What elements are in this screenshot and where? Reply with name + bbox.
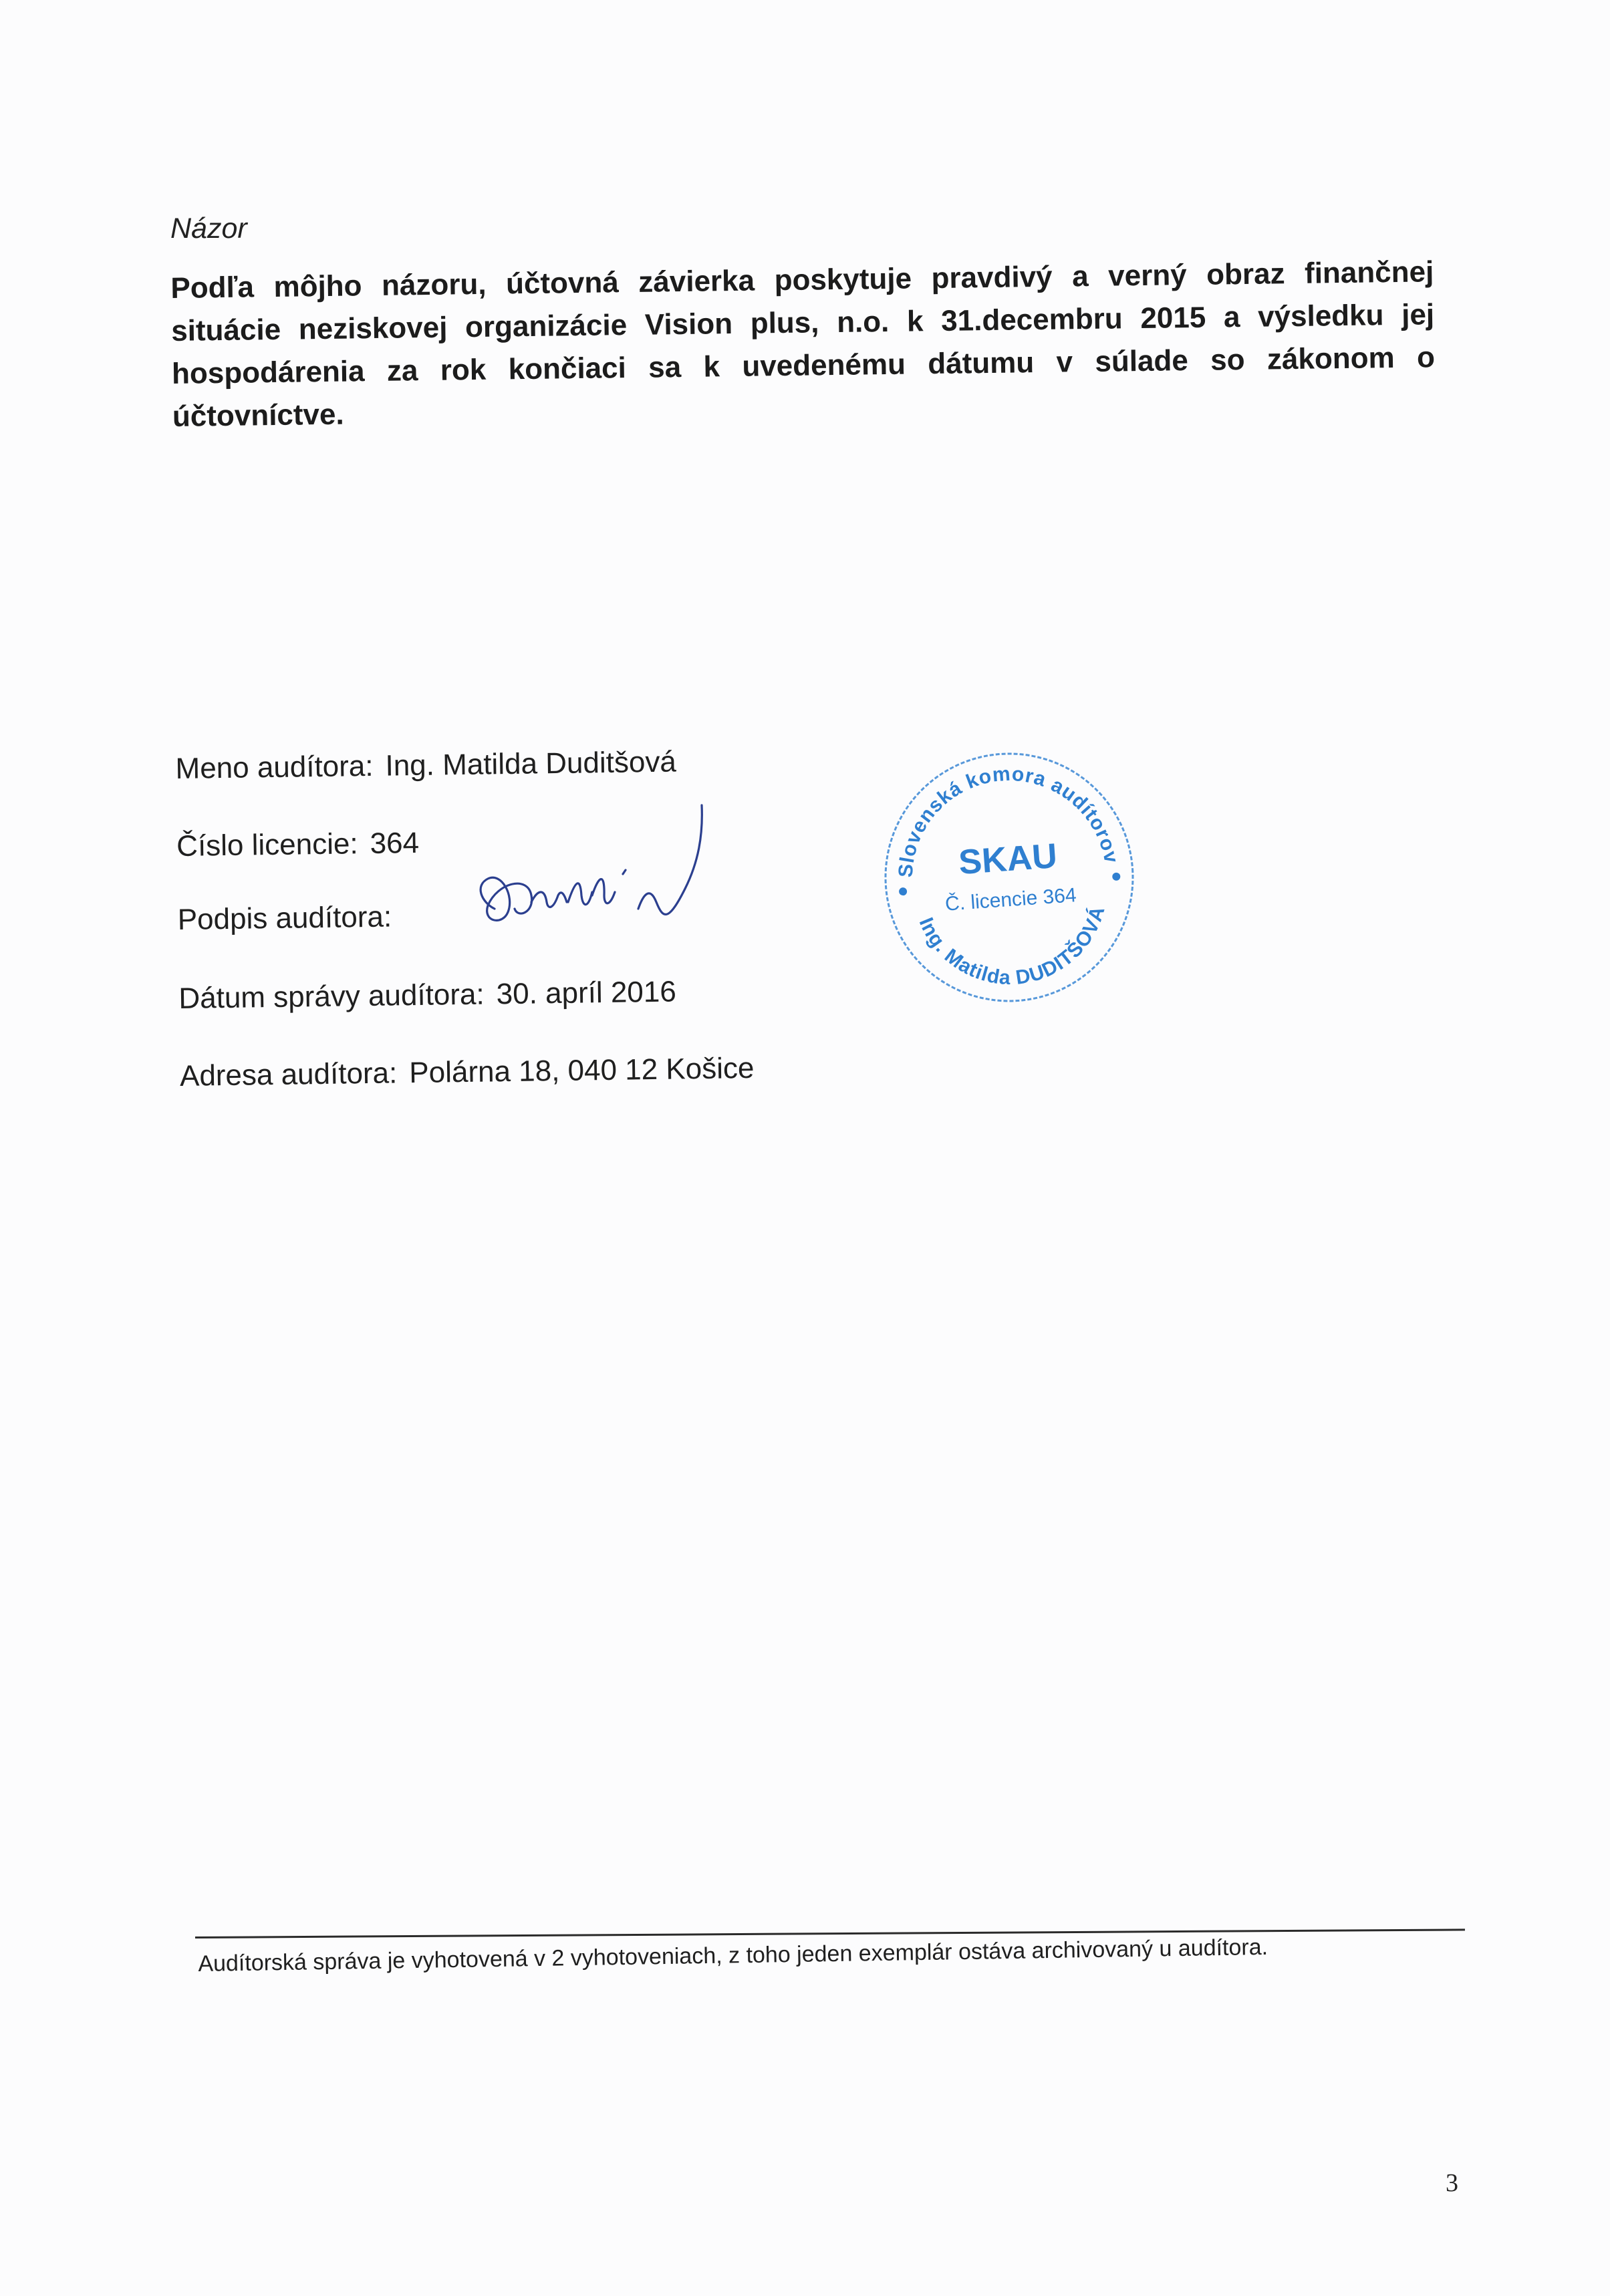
report-date-value: 30. apríl 2016 bbox=[496, 975, 677, 1011]
auditor-address-value: Polárna 18, 040 12 Košice bbox=[408, 1051, 755, 1090]
svg-text:Slovenská komora audítorov: Slovenská komora audítorov bbox=[894, 762, 1123, 879]
auditor-details bbox=[175, 729, 977, 1093]
auditor-name-label: Meno audítora: bbox=[175, 749, 374, 785]
report-date-label: Dátum správy audítora: bbox=[178, 978, 485, 1015]
signature-row bbox=[177, 901, 392, 937]
auditor-name-value: Ing. Matilda Duditšová bbox=[385, 745, 677, 782]
signature-label: Podpis audítora: bbox=[177, 900, 392, 936]
report-date-row bbox=[178, 976, 676, 1016]
license-number-row bbox=[176, 827, 420, 863]
auditor-address-label: Adresa audítora: bbox=[179, 1056, 398, 1093]
auditor-name-row bbox=[175, 746, 676, 786]
section-title: Názor bbox=[170, 212, 247, 245]
auditor-stamp bbox=[865, 734, 1153, 1021]
license-number-value: 364 bbox=[370, 826, 420, 860]
footnote: Audítorská správa je vyhotovená v 2 vyhotoveniach, z toho jeden exemplár ostáva archivovaný u audítora. bbox=[198, 1934, 1268, 1977]
svg-text:Ing. Matilda DUDITŠOVÁ: Ing. Matilda DUDITŠOVÁ bbox=[914, 903, 1109, 990]
page-number: 3 bbox=[1446, 2169, 1458, 2197]
license-number-label: Číslo licencie: bbox=[176, 827, 358, 863]
handwritten-signature bbox=[468, 795, 749, 956]
opinion-paragraph: Podľa môjho názoru, účtovná závierka poskytuje pravdivý a verný obraz finančnej situácie neziskovej organizácie Vision plus, n.o. k 31.decembru 2015 a výsledku jej hospodárenia za rok končiaci sa k uvedenému dátumu v súlade so zákonom o účtovníctve. bbox=[170, 255, 1436, 433]
svg-text:SKAU: SKAU bbox=[957, 836, 1059, 883]
stamp-seal-icon bbox=[878, 746, 1142, 1010]
svg-text:Č. licencie 364: Č. licencie 364 bbox=[944, 884, 1077, 915]
auditor-address-row bbox=[180, 1052, 755, 1093]
